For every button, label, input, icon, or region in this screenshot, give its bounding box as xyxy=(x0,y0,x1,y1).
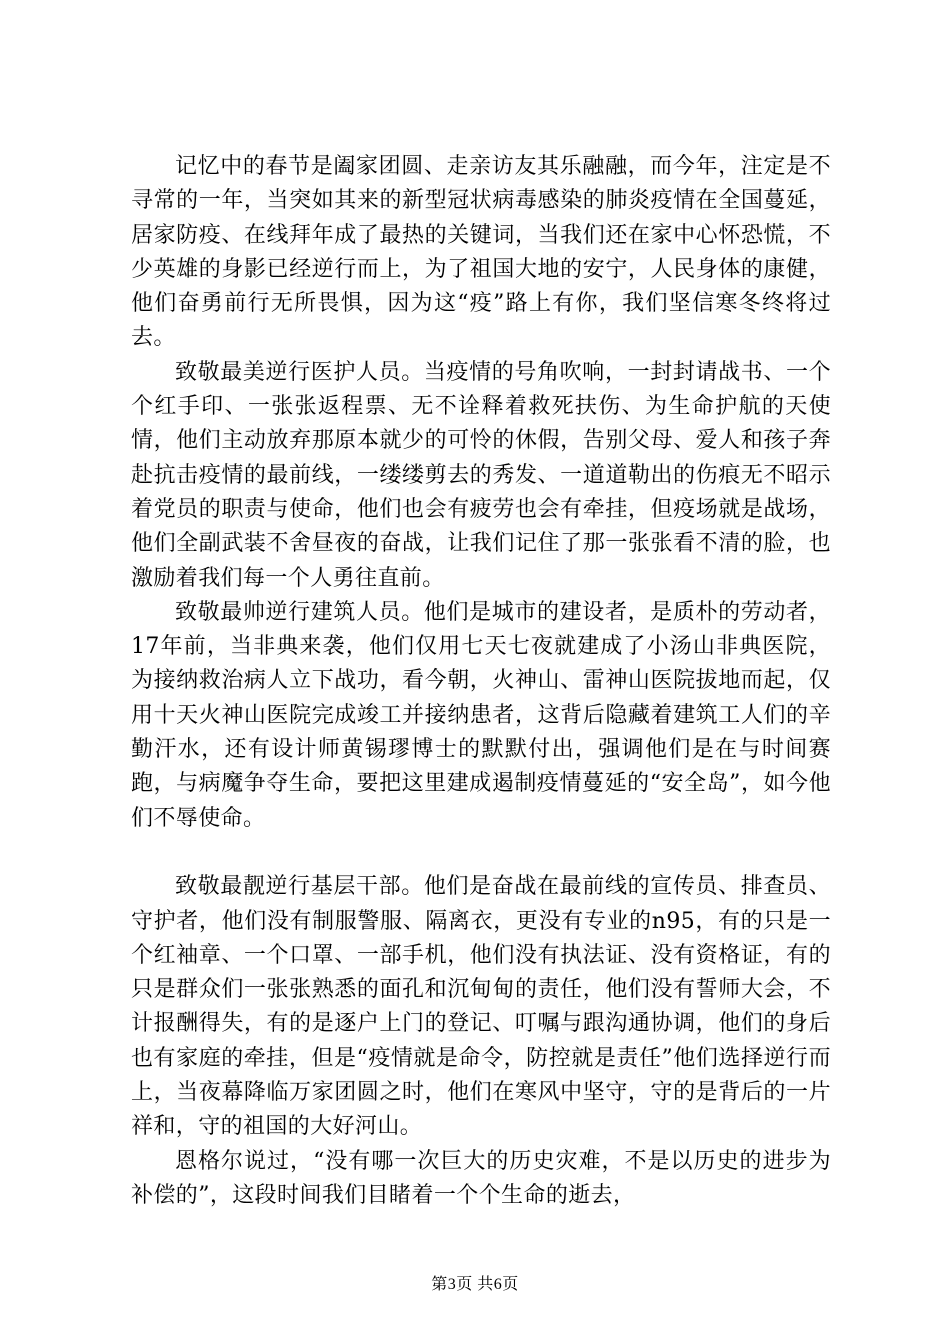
paragraph-spring-festival: 记忆中的春节是阖家团圆、走亲访友其乐融融，而今年，注定是不寻常的一年，当突如其来的新型冠状病毒感染的肺炎疫情在全国蔓延，居家防疫、在线拜年成了最热的关键词，当我们还在家中心怀恐慌，不少英雄的身影已经逆行而上，为了祖国大地的安宁，人民身体的康健，他们奋勇前行无所畏惧，因为这“疫”路上有你，我们坚信寒冬终将过去。 xyxy=(131,154,831,351)
paragraph-medical-staff: 致敬最美逆行医护人员。当疫情的号角吹响，一封封请战书、一个个红手印、一张张返程票、无不诠释着救死扶伤、为生命护航的天使情，他们主动放弃那原本就少的可怜的休假，告别父母、爱人和孩子奔赴抗击疫情的最前线，一缕缕剪去的秀发、一道道勒出的伤痕无不昭示着党员的职责与使命，他们也会有疲劳也会有牵挂，但疫场就是战场，他们全副武装不舍昼夜的奋战，让我们记住了那一张张看不清的脸，也激励着我们每一个人勇往直前。 xyxy=(131,359,831,591)
paragraph-grassroots-cadres: 致敬最靓逆行基层干部。他们是奋战在最前线的宣传员、排查员、守护者，他们没有制服警服、隔离衣，更没有专业的n95，有的只是一个红袖章、一个口罩、一部手机，他们没有执法证、没有资格证，有的只是群众们一张张熟悉的面孔和沉甸甸的责任，他们没有誓师大会，不计报酬得失，有的是逐户上门的登记、叮嘱与跟沟通协调，他们的身后也有家庭的牵挂，但是“疫情就是命令，防控就是责任”他们选择逆行而上，当夜幕降临万家团圆之时，他们在寒风中坚守，守的是背后的一片祥和，守的祖国的大好河山。 xyxy=(131,874,831,1140)
paragraph-engels-quote: 恩格尔说过，“没有哪一次巨大的历史灾难，不是以历史的进步为补偿的”，这段时间我们目睹着一个个生命的逝去， xyxy=(131,1148,831,1208)
page-number-footer: 第3页 共6页 xyxy=(431,1276,519,1293)
paragraph-construction-workers: 致敬最帅逆行建筑人员。他们是城市的建设者，是质朴的劳动者，17年前，当非典来袭，他们仅用七天七夜就建成了小汤山非典医院，为接纳救治病人立下战功，看今朝，火神山、雷神山医院拔地而起，仅用十天火神山医院完成竣工并接纳患者，这背后隐藏着建筑工人们的辛勤汗水，还有设计师黄锡璆博士的默默付出，强调他们是在与时间赛跑，与病魔争夺生命，要把这里建成遏制疫情蔓延的“安全岛”，如今他们不辱使命。 xyxy=(131,599,831,831)
document-body xyxy=(131,150,831,1213)
